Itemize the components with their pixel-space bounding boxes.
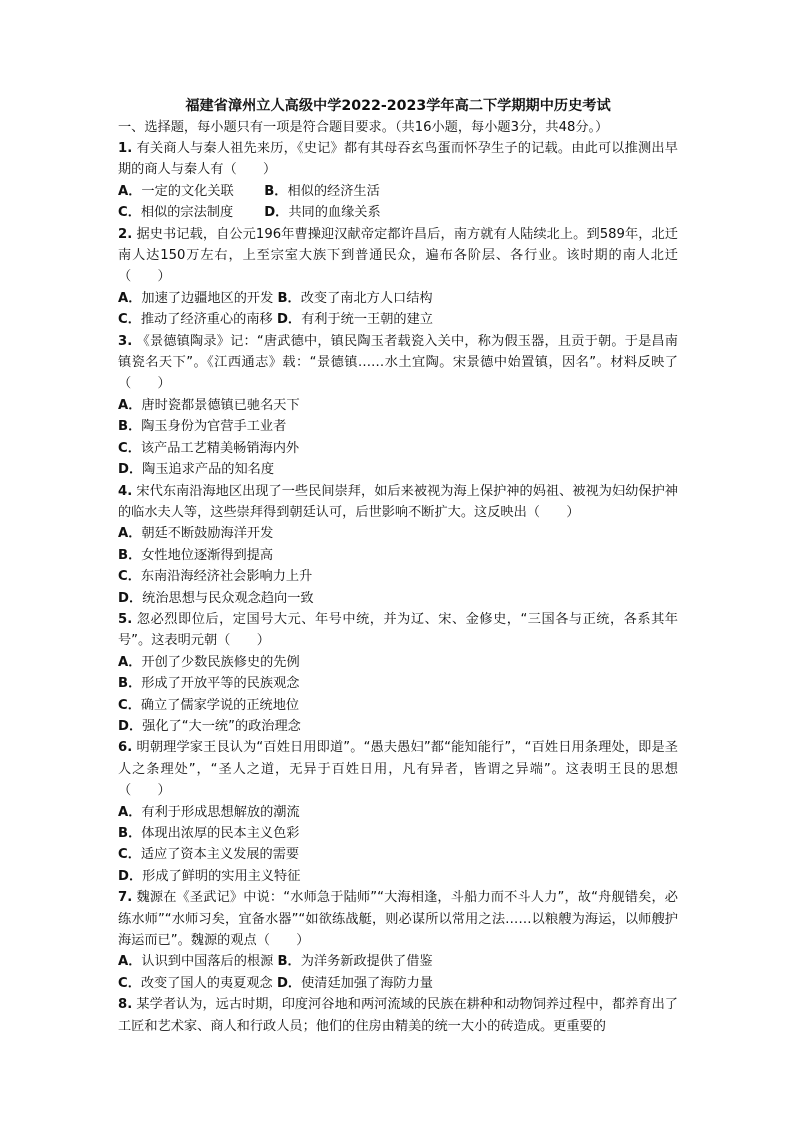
option-text: 改变了南北方人口结构 xyxy=(300,290,433,306)
option-c xyxy=(118,569,312,584)
option-letter: A xyxy=(118,654,129,670)
question-text: 忽必烈即位后，定国号大元、年号中统，并为辽、宋、金修史，“三国各与正统，各系其年号”。这表明元朝（ ） xyxy=(118,611,678,649)
option-row xyxy=(118,395,678,416)
option-a xyxy=(118,288,273,309)
option-text: 确立了儒家学说的正统地位 xyxy=(140,697,300,713)
exam-page xyxy=(118,96,678,1037)
question-8 xyxy=(118,994,678,1037)
option-row xyxy=(118,673,678,694)
option-row xyxy=(118,459,678,480)
question-stem xyxy=(118,331,678,395)
option-text: 推动了经济重心的南移 xyxy=(140,312,273,328)
option-a xyxy=(118,398,300,413)
option-b xyxy=(264,184,380,199)
question-number: 7 xyxy=(118,890,128,906)
option-row xyxy=(118,951,678,972)
option-d xyxy=(118,869,300,884)
option-text: 体现出浓厚的民本主义色彩 xyxy=(141,826,300,841)
option-letter: C xyxy=(118,205,128,221)
option-letter: D xyxy=(264,205,276,221)
option-text: 共同的血缘关系 xyxy=(288,205,381,221)
option-dot: ． xyxy=(274,183,288,199)
option-c xyxy=(118,698,299,713)
option-text: 唐时瓷都景德镇已驰名天下 xyxy=(141,397,300,413)
option-row xyxy=(118,416,678,437)
option-row xyxy=(118,652,678,673)
question-number: 5 xyxy=(118,611,128,627)
option-dot: ． xyxy=(128,826,142,841)
option-text: 女性地位逐渐得到提高 xyxy=(141,547,274,563)
option-d xyxy=(118,719,301,734)
question-number: 1 xyxy=(118,141,128,156)
option-row xyxy=(118,716,678,737)
option-c xyxy=(118,847,299,862)
option-text: 适应了资本主义发展的需要 xyxy=(140,847,300,863)
option-dot: ． xyxy=(287,312,302,328)
option-text: 开创了少数民族修史的先例 xyxy=(141,654,300,670)
question-2 xyxy=(118,224,678,331)
option-dot: ． xyxy=(128,526,142,542)
option-letter: D xyxy=(276,975,288,991)
question-text: 魏源在《圣武记》中说：“水师急于陆师”“大海相逢，斗船力而不斗人力”，故“舟舰错矣，必练水师”“水师习矣，宜备水器”“如欲练战艇，则必谋所以常用之法……以粮艘为海运，以师艘护海运而已”。魏源的观点（ ） xyxy=(118,890,678,949)
option-letter: A xyxy=(118,954,129,970)
question-number-dot: . xyxy=(127,226,133,242)
option-letter: B xyxy=(118,419,129,435)
option-text: 加速了边疆地区的开发 xyxy=(141,290,274,306)
question-5 xyxy=(118,609,678,737)
question-number: 6 xyxy=(118,740,128,756)
option-dot: ． xyxy=(128,718,143,734)
option-text: 统治思想与民众观念趋向一致 xyxy=(142,590,314,606)
question-text: 据史书记载，自公元196年曹操迎汉献帝定都许昌后，南方就有人陆续北上。到589年，北迁南人达150万左右，上至宗室大族下到普通民众，遍布各阶层、各行业。该时期的南人北迁（ ） xyxy=(118,226,678,285)
option-row xyxy=(118,823,678,844)
option-a xyxy=(118,181,260,202)
option-row xyxy=(118,309,678,330)
option-text: 东南沿海经济社会影响力上升 xyxy=(140,569,313,585)
option-a xyxy=(118,526,273,541)
question-7 xyxy=(118,887,678,994)
option-dot: ． xyxy=(128,462,143,478)
option-letter: B xyxy=(118,547,129,563)
option-row xyxy=(118,288,678,309)
option-b xyxy=(118,676,300,691)
option-text: 认识到中国落后的根源 xyxy=(141,954,274,970)
option-c xyxy=(118,202,260,223)
question-number: 4 xyxy=(118,483,128,499)
question-stem xyxy=(118,887,678,951)
option-dot: ． xyxy=(127,440,141,456)
option-d xyxy=(277,976,433,991)
option-dot: ． xyxy=(275,205,289,221)
question-number-dot: . xyxy=(127,141,133,156)
option-letter: D xyxy=(118,718,129,734)
option-text: 有利于形成思想解放的潮流 xyxy=(141,804,300,820)
question-6 xyxy=(118,737,678,887)
option-row xyxy=(118,181,678,202)
exam-title: 福建省漳州立人高级中学2022-2023学年高二下学期期中历史考试 xyxy=(185,98,611,114)
option-b xyxy=(118,548,273,563)
question-list xyxy=(118,138,678,1037)
option-a xyxy=(118,655,300,670)
question-text: 明朝理学家王艮认为“百姓日用即道”。“愚夫愚妇”都“能知能行”，“百姓日用条理处，即是圣人之条理处”，“圣人之道，无异于百姓日用，凡有异者，皆谓之异端”。这表明王艮的思想（ ） xyxy=(118,740,678,799)
option-dot: ． xyxy=(128,397,142,413)
question-number-dot: . xyxy=(127,997,133,1013)
question-number-dot: . xyxy=(127,890,133,906)
question-text: 有关商人与秦人祖先来历，《史记》都有其母吞玄鸟蛋而怀孕生子的记载。由此可以推测出早期的商人与秦人有（ ） xyxy=(118,141,678,178)
option-d xyxy=(118,591,314,606)
question-number-dot: . xyxy=(127,740,133,756)
option-row xyxy=(118,545,678,566)
section-heading: 一、选择题，每小题只有一项是符合题目要求。（共16小题，每小题3分，共48分。） xyxy=(118,120,609,135)
question-stem xyxy=(118,737,678,801)
question-stem xyxy=(118,481,678,524)
option-letter: A xyxy=(118,183,129,199)
option-letter: D xyxy=(276,312,288,328)
option-a xyxy=(118,805,300,820)
option-letter: B xyxy=(277,290,288,306)
option-dot: ． xyxy=(128,868,143,884)
question-text: 《景德镇陶录》记：“唐武德中，镇民陶玉者载瓷入关中，称为假玉器，且贡于朝。于是昌南镇瓷名天下”。《江西通志》载：“景德镇……水土宜陶。宋景德中始置镇，因名”。材料反映了（ ） xyxy=(118,333,678,392)
option-row xyxy=(118,523,678,544)
option-letter: A xyxy=(118,290,129,306)
option-b xyxy=(118,826,300,841)
question-number: 8 xyxy=(118,997,128,1013)
option-letter: C xyxy=(118,312,128,328)
option-text: 该产品工艺精美畅销海内外 xyxy=(140,440,300,456)
option-row xyxy=(118,866,678,887)
question-number: 3 xyxy=(118,333,128,349)
option-row xyxy=(118,438,678,459)
option-text: 形成了开放平等的民族观念 xyxy=(141,676,300,692)
option-letter: D xyxy=(118,462,129,478)
option-text: 形成了鲜明的实用主义特征 xyxy=(142,868,301,884)
option-letter: B xyxy=(118,826,129,841)
question-3 xyxy=(118,331,678,481)
option-text: 为洋务新政提供了借鉴 xyxy=(300,954,433,970)
option-text: 强化了“大一统”的政治理念 xyxy=(142,718,301,734)
option-text: 使清廷加强了海防力量 xyxy=(301,975,433,991)
question-number-dot: . xyxy=(127,333,133,349)
option-dot: ． xyxy=(128,954,142,970)
option-text: 有利于统一王朝的建立 xyxy=(301,312,433,328)
option-dot: ． xyxy=(128,654,142,670)
option-dot: ． xyxy=(128,676,142,692)
option-text: 相似的宗法制度 xyxy=(140,205,234,221)
option-dot: ． xyxy=(127,975,141,991)
option-text: 相似的经济生活 xyxy=(287,183,380,199)
option-letter: C xyxy=(118,440,128,456)
option-dot: ． xyxy=(128,419,142,435)
option-text: 陶玉身份为官营手工业者 xyxy=(141,419,287,435)
option-letter: B xyxy=(264,183,275,199)
option-b xyxy=(277,291,432,306)
question-stem xyxy=(118,138,678,181)
option-b xyxy=(277,954,432,969)
option-c xyxy=(118,441,299,456)
option-a xyxy=(118,951,273,972)
option-row xyxy=(118,973,678,994)
option-letter: C xyxy=(118,569,128,585)
option-text: 朝廷不断鼓励海洋开发 xyxy=(141,526,274,542)
option-dot: ． xyxy=(287,975,302,991)
option-letter: B xyxy=(277,954,288,970)
option-dot: ． xyxy=(128,590,143,606)
option-text: 一定的文化关联 xyxy=(141,183,234,199)
option-row xyxy=(118,695,678,716)
option-row xyxy=(118,802,678,823)
option-dot: ． xyxy=(287,290,301,306)
option-dot: ． xyxy=(127,697,141,713)
option-text: 陶玉追求产品的知名度 xyxy=(142,462,275,478)
option-d xyxy=(264,205,380,220)
option-dot: ． xyxy=(127,569,141,585)
question-text: 某学者认为，远古时期，印度河谷地和两河流域的民族在耕种和动物饲养过程中，都养育出了工匠和艺术家、商人和行政人员；他们的住房由精美的统一大小的砖造成。更重要的 xyxy=(118,997,678,1034)
option-dot: ． xyxy=(127,312,141,328)
option-d xyxy=(277,312,433,327)
question-stem xyxy=(118,609,678,652)
question-4 xyxy=(118,481,678,609)
option-dot: ． xyxy=(287,954,301,970)
question-stem xyxy=(118,224,678,288)
option-row xyxy=(118,202,678,223)
option-d xyxy=(118,462,274,477)
option-letter: C xyxy=(118,697,128,713)
option-c xyxy=(118,309,273,330)
option-dot: ． xyxy=(128,547,142,563)
option-letter: C xyxy=(118,847,128,863)
option-dot: ． xyxy=(127,205,141,221)
question-stem xyxy=(118,994,678,1037)
option-row xyxy=(118,588,678,609)
option-b xyxy=(118,419,286,434)
option-row xyxy=(118,566,678,587)
option-dot: ． xyxy=(127,847,141,863)
option-letter: A xyxy=(118,804,129,820)
question-number: 2 xyxy=(118,226,128,242)
option-dot: ． xyxy=(128,290,142,306)
option-letter: D xyxy=(118,868,129,884)
question-number-dot: . xyxy=(127,611,133,627)
option-dot: ． xyxy=(128,183,142,199)
question-1 xyxy=(118,138,678,224)
question-number-dot: . xyxy=(127,483,133,499)
option-letter: C xyxy=(118,975,128,991)
option-letter: D xyxy=(118,590,129,606)
option-letter: B xyxy=(118,676,129,692)
option-letter: A xyxy=(118,397,129,413)
option-text: 改变了国人的夷夏观念 xyxy=(140,975,273,991)
option-dot: ． xyxy=(128,804,142,820)
option-c xyxy=(118,973,273,994)
option-row xyxy=(118,844,678,865)
option-letter: A xyxy=(118,526,129,542)
question-text: 宋代东南沿海地区出现了一些民间崇拜，如后来被视为海上保护神的妈祖、被视为妇幼保护神的临水夫人等，这些崇拜得到朝廷认可，后世影响不断扩大。这反映出（ ） xyxy=(118,483,678,520)
